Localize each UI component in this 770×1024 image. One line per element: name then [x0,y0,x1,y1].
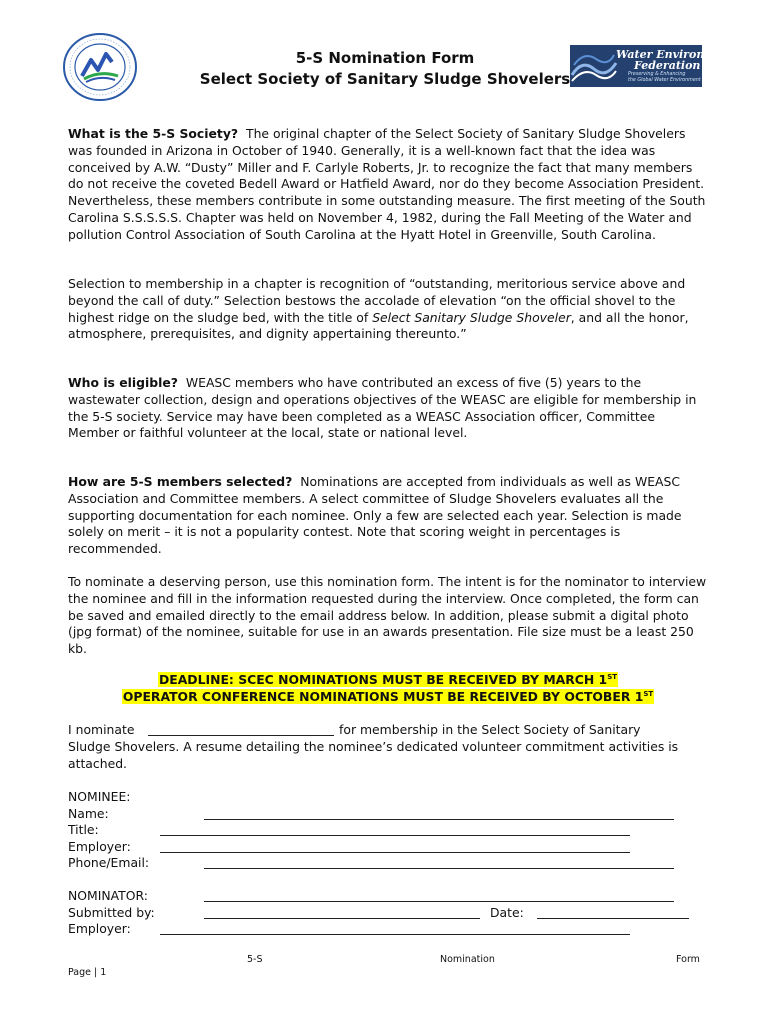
deadline-line-1: DEADLINE: SCEC NOMINATIONS MUST BE RECEIVED BY MARCH 1ST [158,672,618,687]
selection-text-after: , and all the honor, atmosphere, prerequisites, and dignity appertaining thereunto.” [68,309,689,342]
name-label: Name: [68,806,109,821]
submitted-by-label: Submitted by: [68,905,155,920]
employer-label: Employer: [68,839,131,854]
selected-heading: How are 5-S members selected? [68,474,293,489]
eligible-text: WEASC members who have contributed an excess of five (5) years to the wastewater collection, design and operations objectives of the WEASC are eligible for membership in the 5-S society. Service may have been completed as a WEASC Association officer, Committee Member or faithful volunteer at the local, state or national level. [68,375,697,441]
selected-text: Nominations are accepted from individuals as well as WEASC Association and Committee members. A select committee of Sludge Shovelers evaluates all the supporting documentation for each nominee. Only a few are selected each year. Selection is made solely on merit – it is not a popularity contest. Note that scoring weight in percentages is recommended. [68,474,682,557]
what-is-heading: What is the 5-S Society? [68,126,239,141]
nominator-label: NOMINATOR: [68,888,148,903]
weasc-seal-logo [60,32,140,102]
employer-field[interactable] [160,852,630,853]
date-label: Date: [490,905,524,920]
nominate-text: To nominate a deserving person, use this nomination form. The intent is for the nominator to interview the nominee and fill in the information requested during the interview. Once completed, the form can be saved and emailed directly to the email address below. In addition, please submit a digital photo (jpg format) of the nominee, suitable for use in an awards presentation. File size must be a least 250 kb. [68,574,707,657]
what-is-text: The original chapter of the Select Society of Sanitary Sludge Shovelers was founded in Arizona in October of 1940. Generally, it is a well-known fact that the idea was conceived by A.W. “Dusty” Miller and F. Carlyle Roberts, Jr. to recognize the fact that many members do not receive the coveted Bedell Award or Hatfield Award, nor do they become Association President. Nevertheless, these members contribute in some outstanding measure. The first meeting of the South Carolina S.S.S.S.S. Chapter was held on November 4, 1982, during the Fall Meeting of the Water and pollution Control Association of South Carolina at the Hyatt Hotel in Greenville, South Carolina. [68,126,706,242]
title-field[interactable] [160,835,630,836]
society-title: Select Society of Sanitary Sludge Shovelers [199,70,571,88]
phone-email-field[interactable] [204,868,674,869]
name-field[interactable] [204,819,674,820]
eligible-heading: Who is eligible? [68,375,178,390]
nominate-section [68,574,708,658]
phone-email-label: Phone/Email: [68,855,150,870]
selection-text-before: Selection to membership in a chapter is recognition of “outstanding, meritorious service above and beyond the call of duty.” Selection bestows the accolade of elevation “on the official shovel to the highest ridge on the sludge bed, with the title of [68,276,686,325]
what-is-section [68,126,708,244]
nominator-field[interactable] [204,901,674,902]
eligible-section [68,375,708,442]
page-number: Page | 1 [68,967,107,978]
deadline-line-2: OPERATOR CONFERENCE NOMINATIONS MUST BE RECEIVED BY OCTOBER 1ST [122,689,654,704]
nominee-name-blank[interactable] [148,735,334,736]
footer-nomination: Nomination [440,954,495,965]
selection-section [68,276,708,343]
title-label: Title: [68,822,99,837]
nominate-suffix: for membership in the Select Society of Sanitary [339,722,641,737]
wef-title: Water Environment Federation [616,48,737,72]
date-field[interactable] [537,918,689,919]
nominate-prefix: I nominate [68,722,135,737]
nominator-employer-field[interactable] [160,934,630,935]
footer-5s: 5-S [247,954,263,965]
selection-italic: Select Sanitary Sludge Shoveler [372,309,571,325]
nominator-employer-label: Employer: [68,921,131,936]
form-title: 5-S Nomination Form [295,49,475,67]
submitted-by-field[interactable] [204,918,480,919]
selected-section [68,474,708,558]
wef-tagline: Preserving & Enhancing the Global Water Environment [628,72,701,83]
footer-form: Form [676,954,700,965]
nominate-rest: Sludge Shovelers. A resume detailing the nominee’s dedicated volunteer commitment activities is attached. [68,739,679,771]
nominee-heading: NOMINEE: [68,789,131,804]
